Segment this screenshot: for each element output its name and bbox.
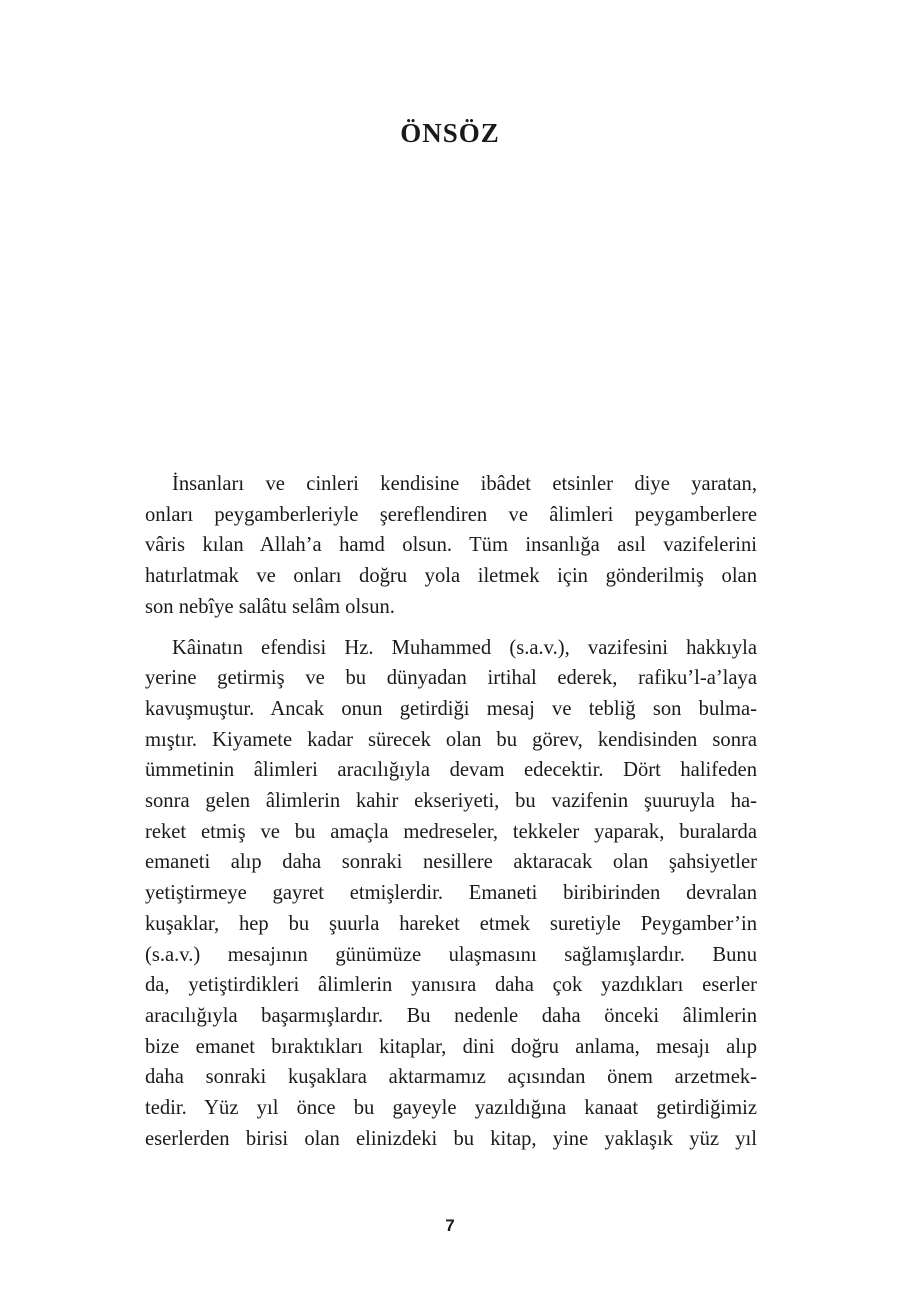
text-line: onları peygamberleriyle şereflendiren ve âlimleri peygamberlere — [145, 503, 757, 526]
text-line: reket etmiş ve bu amaçla medreseler, tekkeler yaparak, buralarda — [145, 820, 757, 843]
text-line: aracılığıyla başarmışlardır. Bu nedenle daha önceki âlimlerin — [145, 1004, 757, 1027]
page-number: 7 — [445, 1216, 455, 1235]
text-line: sonra gelen âlimlerin kahir ekseriyeti, bu vazifenin şuuruyla ha- — [145, 790, 757, 813]
text-line: (s.a.v.) mesajının günümüze ulaşmasını sağlamışlardır. Bunu — [145, 943, 757, 966]
text-line: tedir. Yüz yıl önce bu gayeyle yazıldığına kanaat getirdiğimiz — [145, 1097, 757, 1120]
paragraph — [145, 633, 757, 1155]
text-line: ümmetinin âlimleri aracılığıyla devam edecektir. Dört halifeden — [145, 759, 757, 782]
text-line: emaneti alıp daha sonraki nesillere aktaracak olan şahsiyetler — [145, 851, 757, 874]
text-line: vâris kılan Allah’a hamd olsun. Tüm insanlığa asıl vazifelerini — [145, 534, 757, 557]
text-line: eserlerden birisi olan elinizdeki bu kitap, yine yaklaşık yüz yıl — [145, 1127, 757, 1150]
text-line: yerine getirmiş ve bu dünyadan irtihal ederek, rafiku’l-a’laya — [145, 667, 757, 690]
body-text — [145, 469, 757, 1154]
text-line: Kâinatın efendisi Hz. Muhammed (s.a.v.), vazifesini hakkıyla — [172, 636, 757, 659]
text-line: kavuşmuştur. Ancak onun getirdiği mesaj ve tebliğ son bulma- — [145, 697, 757, 720]
text-line: bize emanet bıraktıkları kitaplar, dini doğru anlama, mesajı alıp — [145, 1035, 757, 1058]
text-line: yetiştirmeye gayret etmişlerdir. Emaneti biribirinden devralan — [145, 882, 757, 905]
text-line: İnsanları ve cinleri kendisine ibâdet etsinler diye yaratan, — [172, 473, 757, 495]
page-title: ÖNSÖZ — [400, 118, 500, 148]
text-line: son nebîye salâtu selâm olsun. — [145, 595, 395, 618]
text-line: hatırlatmak ve onları doğru yola iletmek için gönderilmiş olan — [145, 565, 757, 588]
text-line: kuşaklar, hep bu şuurla hareket etmek suretiyle Peygamber’in — [145, 912, 757, 935]
text-line: mıştır. Kiyamete kadar sürecek olan bu görev, kendisinden sonra — [145, 728, 757, 751]
text-line: da, yetiştirdikleri âlimlerin yanısıra daha çok yazdıkları eserler — [145, 974, 757, 997]
paragraph — [145, 469, 757, 623]
text-line: daha sonraki kuşaklara aktarmamız açısından önem arzetmek- — [145, 1066, 757, 1089]
